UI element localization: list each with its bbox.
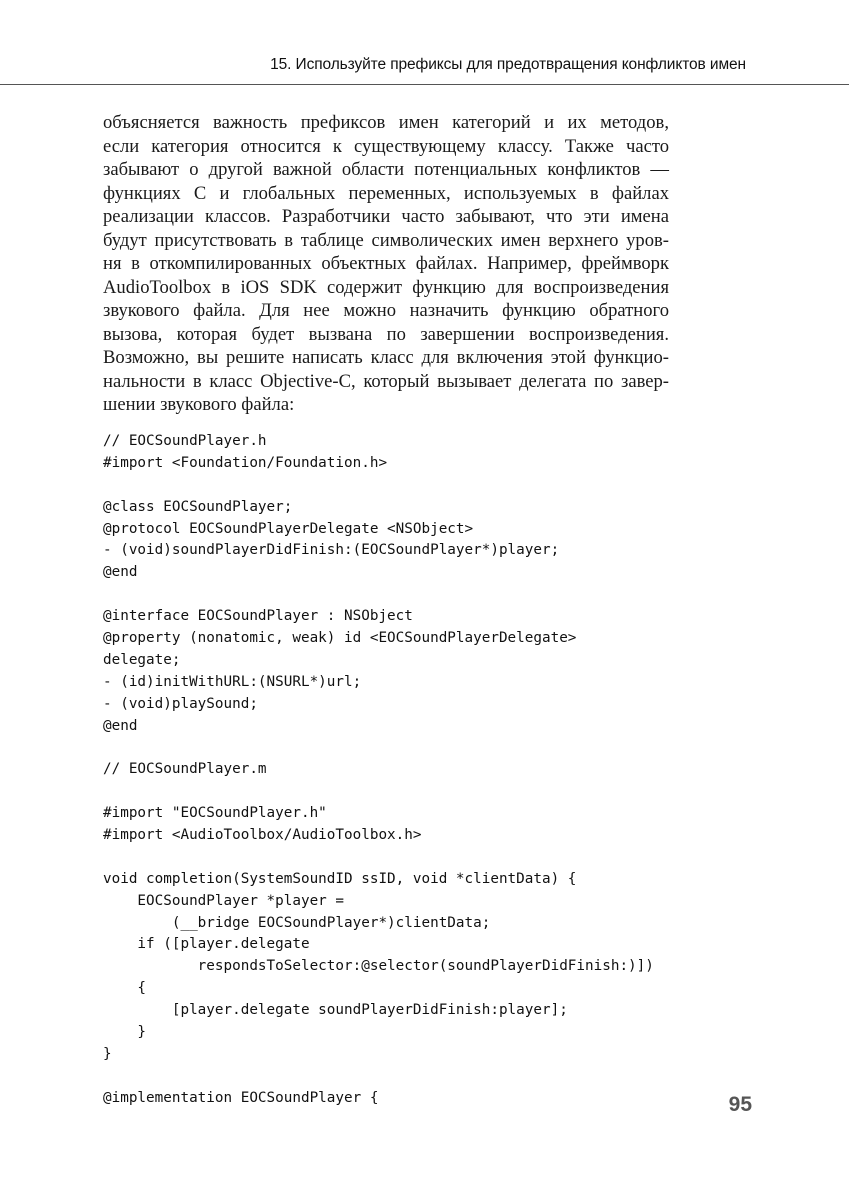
header-rule (0, 84, 849, 85)
code-line: - (void)soundPlayerDidFinish:(EOCSoundPlayer*)player; (103, 542, 560, 559)
code-line: - (void)playSound; (103, 695, 258, 712)
running-header: 15. Используйте префиксы для предотвращения конфликтов имен (270, 56, 746, 73)
code-line: #import <Foundation/Foundation.h> (103, 454, 388, 471)
paragraph-line: звукового файла. Для нее можно назначить функцию обратного (103, 300, 669, 321)
code-line (103, 584, 743, 606)
paragraph-line: будут присутствовать в таблице символических имен верхнего уров- (103, 229, 669, 251)
code-line: if ([player.delegate (103, 936, 310, 953)
code-line: @protocol EOCSoundPlayerDelegate <NSObject> (103, 520, 474, 537)
page-number: 95 (728, 1093, 752, 1116)
paragraph-line: Возможно, вы решите написать класс для включения этой функцио- (103, 347, 669, 368)
code-line: @class EOCSoundPlayer; (103, 498, 293, 515)
code-line: } (103, 1024, 147, 1041)
paragraph-line: шении звукового файла: (103, 394, 295, 415)
code-line (103, 781, 743, 803)
code-line (103, 475, 743, 497)
code-line: respondsToSelector:@selector(soundPlayerDidFinish:)]) (103, 958, 654, 975)
paragraph-line: если категория относится к существующему классу. Также часто (103, 135, 669, 157)
code-line (103, 847, 743, 869)
paragraph-line: ня в откомпилированных объектных файлах. Например, фреймворк (103, 253, 669, 274)
code-line (103, 1066, 743, 1088)
code-line: - (id)initWithURL:(NSURL*)url; (103, 673, 362, 690)
code-line (103, 737, 743, 759)
code-line: @interface EOCSoundPlayer : NSObject (103, 608, 413, 625)
code-line: (__bridge EOCSoundPlayer*)clientData; (103, 914, 491, 931)
paragraph-line: нальности в класс Objective-C, который вызывает делегата по завер- (103, 370, 669, 392)
code-line: @end (103, 717, 138, 734)
code-listing (103, 431, 743, 1110)
paragraph-line: вызова, которая будет вызвана по завершении воспроизведения. (103, 323, 669, 345)
paragraph-line: забывают о другой важной области потенциальных конфликтов — (103, 159, 669, 180)
code-line: // EOCSoundPlayer.m (103, 761, 267, 778)
code-line: @implementation EOCSoundPlayer { (103, 1089, 379, 1106)
paragraph-line: AudioToolbox в iOS SDK содержит функцию для воспроизведения (103, 276, 669, 298)
code-line: void completion(SystemSoundID ssID, void *clientData) { (103, 870, 577, 887)
code-line: @property (nonatomic, weak) id <EOCSoundPlayerDelegate> (103, 630, 577, 647)
code-line: [player.delegate soundPlayerDidFinish:player]; (103, 1002, 568, 1019)
body-paragraph (103, 111, 669, 417)
code-line: @end (103, 564, 138, 581)
code-line: // EOCSoundPlayer.h (103, 433, 267, 449)
paragraph-line: реализации классов. Разработчики часто забывают, что эти имена (103, 206, 669, 227)
code-line: delegate; (103, 651, 181, 668)
paragraph-line: функциях C и глобальных переменных, используемых в файлах (103, 182, 669, 204)
code-line: } (103, 1045, 112, 1062)
paragraph-line: объясняется важность префиксов имен категорий и их методов, (103, 112, 669, 133)
code-line: EOCSoundPlayer *player = (103, 892, 345, 909)
code-line: #import <AudioToolbox/AudioToolbox.h> (103, 827, 422, 844)
code-line: #import "EOCSoundPlayer.h" (103, 805, 327, 822)
code-line: { (103, 980, 147, 997)
